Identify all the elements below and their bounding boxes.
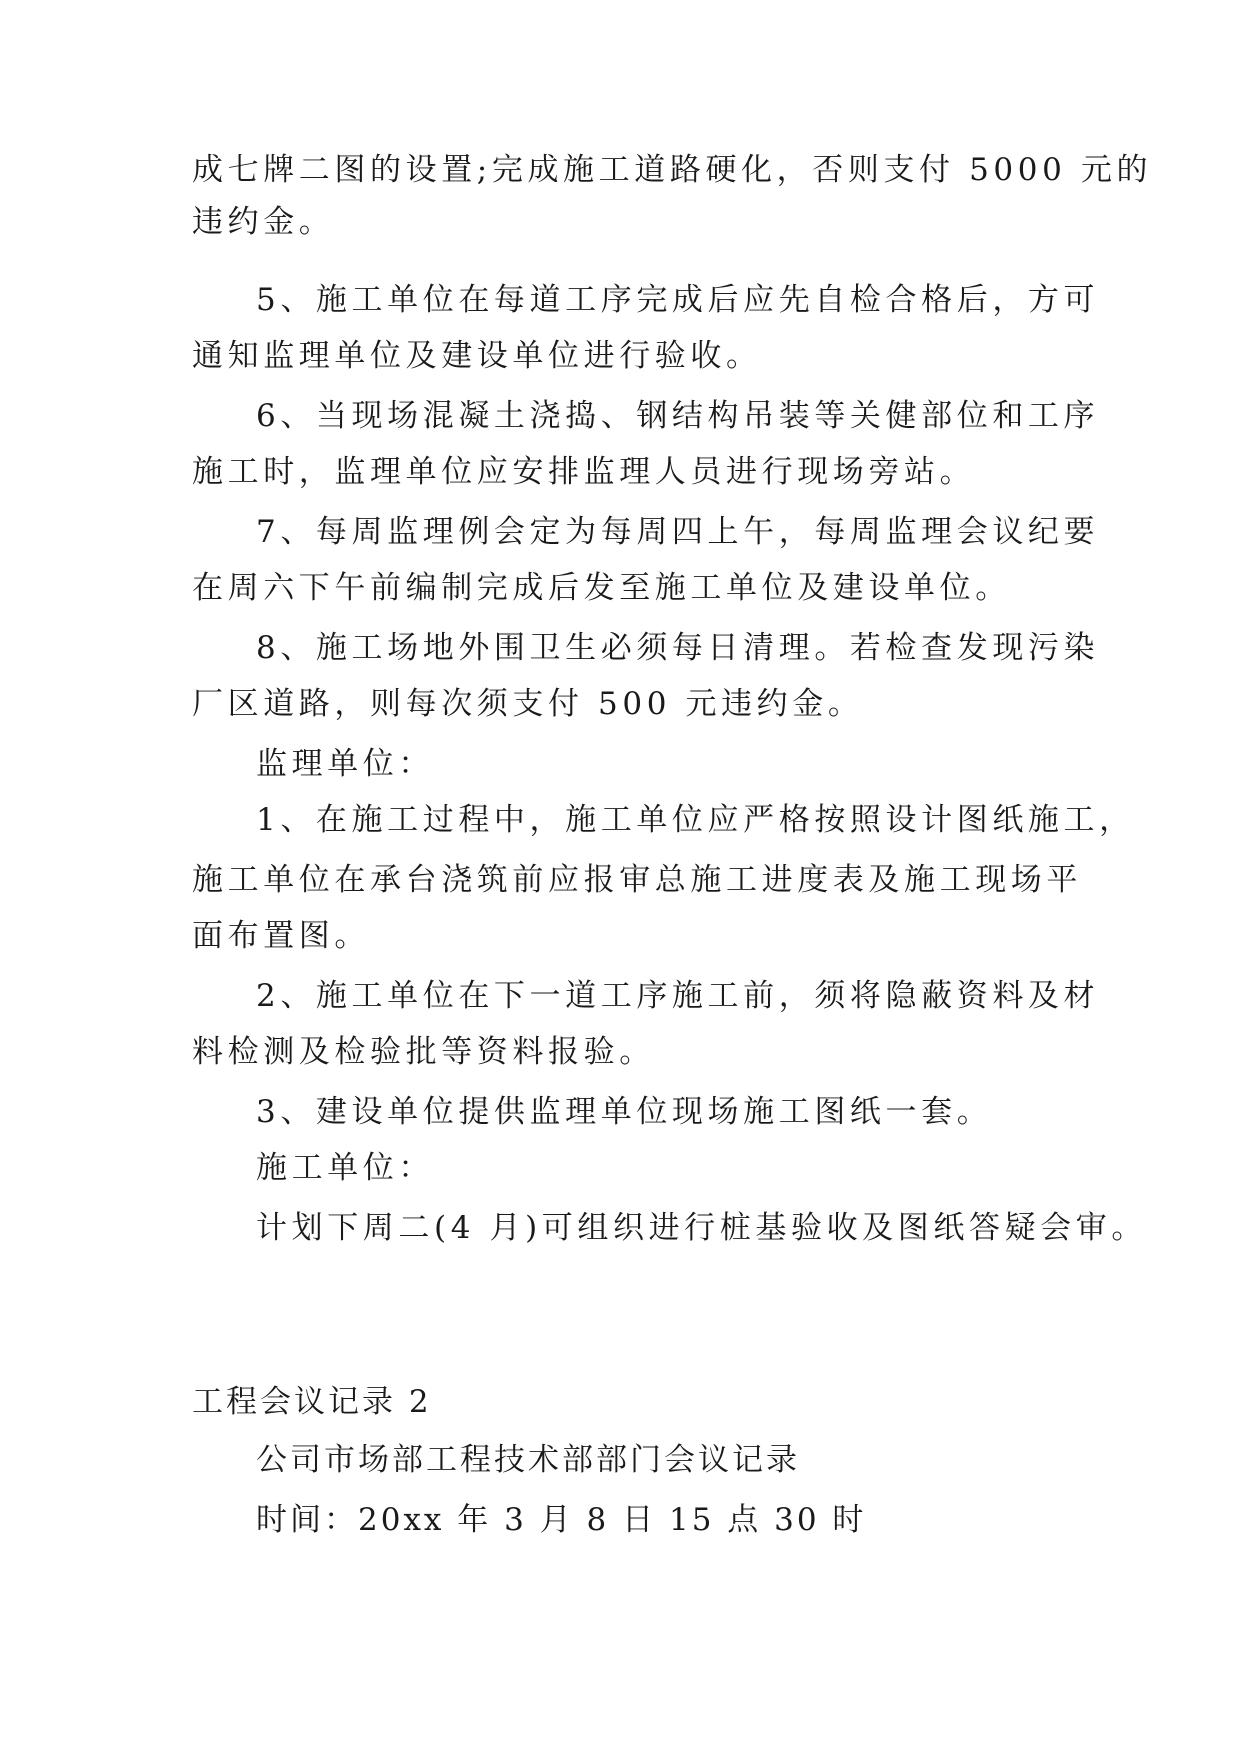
text-line: 1、在施工过程中，施工单位应严格按照设计图纸施工， <box>256 802 1135 838</box>
text-line: 通知监理单位及建设单位进行验收。 <box>192 338 762 374</box>
text-line: 施工单位在承台浇筑前应报审总施工进度表及施工现场平 <box>192 862 1082 898</box>
text-line: 6、当现场混凝土浇捣、钢结构吊装等关健部位和工序 <box>256 398 1100 434</box>
document-title: 工程会议记录 2 <box>192 1384 432 1420</box>
text-line: 5、施工单位在每道工序完成后应先自检合格后，方可 <box>256 282 1100 318</box>
text-line: 施工时，监理单位应安排监理人员进行现场旁站。 <box>192 454 976 490</box>
text-line: 成七牌二图的设置;完成施工道路硬化，否则支付 5000 元的 <box>192 152 1153 188</box>
text-line: 违约金。 <box>192 204 335 240</box>
meeting-time: 时间：20xx 年 3 月 8 日 15 点 30 时 <box>256 1502 867 1538</box>
section-heading: 施工单位： <box>256 1150 434 1186</box>
text-line: 厂区道路，则每次须支付 500 元违约金。 <box>192 686 864 722</box>
text-line: 面布置图。 <box>192 918 370 954</box>
text-line: 计划下周二(4 月)可组织进行桩基验收及图纸答疑会审。 <box>256 1210 1147 1246</box>
section-heading: 监理单位： <box>256 746 434 782</box>
text-line: 7、每周监理例会定为每周四上午，每周监理会议纪要 <box>256 514 1100 550</box>
text-line: 3、建设单位提供监理单位现场施工图纸一套。 <box>256 1094 993 1130</box>
meeting-title: 公司市场部工程技术部部门会议记录 <box>256 1442 800 1478</box>
text-line: 2、施工单位在下一道工序施工前，须将隐蔽资料及材 <box>256 978 1100 1014</box>
text-line: 在周六下午前编制完成后发至施工单位及建设单位。 <box>192 570 1011 606</box>
text-line: 料检测及检验批等资料报验。 <box>192 1034 655 1070</box>
text-line: 8、施工场地外围卫生必须每日清理。若检查发现污染 <box>256 630 1100 666</box>
